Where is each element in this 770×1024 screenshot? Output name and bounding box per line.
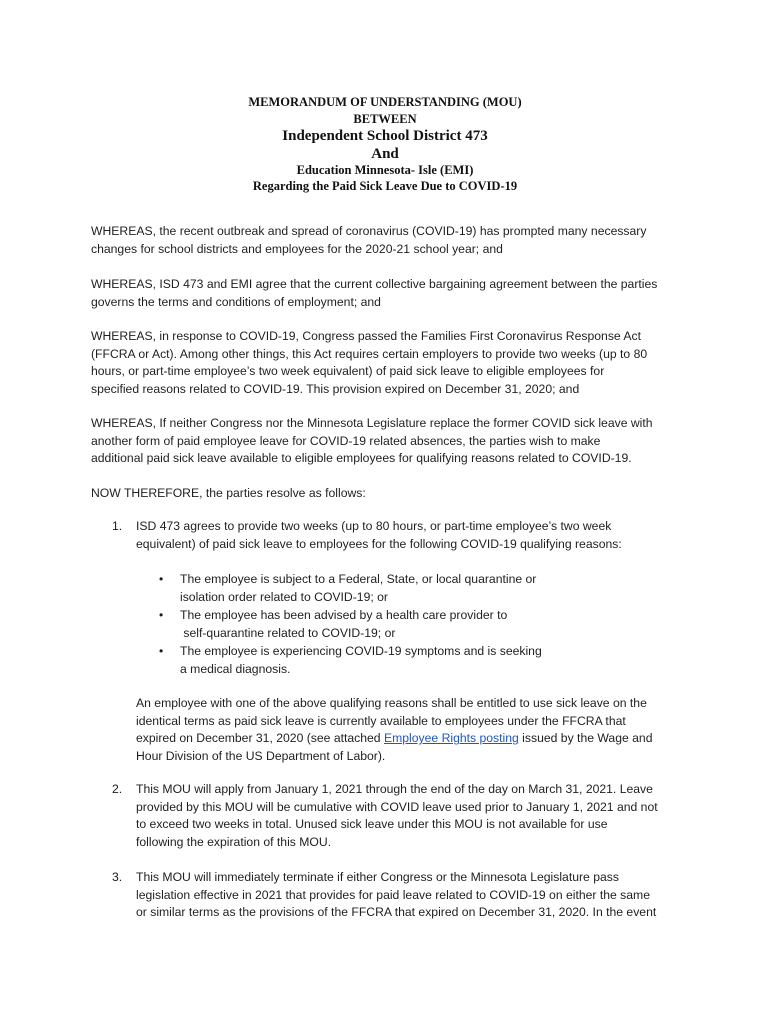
employee-rights-posting-link[interactable]: Employee Rights posting xyxy=(383,731,519,746)
bullet-item-3: The employee is experiencing COVID-19 symptoms and is seeking a medical diagnosis. xyxy=(180,644,542,676)
whereas-paragraph-1: WHEREAS, the recent outbreak and spread of coronavirus (COVID-19) has prompted many necessary changes for school districts and employees for the 2020-21 school year; and xyxy=(91,224,647,256)
memo-between: BETWEEN xyxy=(353,112,417,126)
item-3-text: This MOU will immediately terminate if either Congress or the Minnesota Legislature pass legislation effective in 2021 that provides for paid leave related to COVID-19 on either the same or similar terms as the provisions of the FFCRA that expired on December 31, 2020. In the event xyxy=(136,870,657,920)
whereas-paragraph-2: WHEREAS, ISD 473 and EMI agree that the current collective bargaining agreement between the parties governs the terms and conditions of employment; and xyxy=(91,277,658,309)
bullet-icon: • xyxy=(159,572,164,586)
whereas-paragraph-4: WHEREAS, If neither Congress nor the Minnesota Legislature replace the former COVID sick leave with another form of paid employee leave for COVID-19 related absences, the parties wish to make additional paid sick leave available to eligible employees for qualifying reasons related to COVID-19. xyxy=(91,416,653,466)
bullet-icon: • xyxy=(159,608,164,622)
bullet-item-1: The employee is subject to a Federal, State, or local quarantine or isolation order related to COVID-19; or xyxy=(180,572,537,604)
whereas-paragraph-3: WHEREAS, in response to COVID-19, Congress passed the Families First Coronavirus Response Act (FFCRA or Act). Among other things, this Act requires certain employers to provide two weeks (up to 80 hours, or part-time employee’s two week equivalent) of paid sick leave to eligible employees for specified reasons related to COVID-19. This provision expired on December 31, 2020; and xyxy=(91,329,648,396)
memo-and: And xyxy=(371,146,399,162)
bullet-item-2: The employee has been advised by a health care provider to self-quarantine related to COVID-19; or xyxy=(180,608,508,640)
item-number-3: 3. xyxy=(112,870,123,884)
bullet-icon: • xyxy=(159,644,164,658)
party-union: Education Minnesota- Isle (EMI) xyxy=(296,163,474,177)
now-therefore-line: NOW THEREFORE, the parties resolve as follows: xyxy=(91,486,366,500)
memo-subject: Regarding the Paid Sick Leave Due to COVID-19 xyxy=(252,179,518,193)
party-district: Independent School District 473 xyxy=(282,128,488,144)
item-number-2: 2. xyxy=(112,782,123,796)
item-1-text: ISD 473 agrees to provide two weeks (up to 80 hours, or part-time employee’s two week equivalent) of paid sick leave to employees for the following COVID-19 qualifying reasons: xyxy=(136,519,622,551)
memo-title: MEMORANDUM OF UNDERSTANDING (MOU) xyxy=(248,95,522,109)
qualifying-reasons-paragraph: An employee with one of the above qualifying reasons shall be entitled to use sick leave on the identical terms as paid sick leave is currently available to employees under the FFCRA that expired on December 31, 2020 (see attached Employee Rights posting issued by the Wage and Hour Division of the US Department of Labor). xyxy=(136,696,653,763)
item-number-1: 1. xyxy=(112,519,123,533)
item-2-text: This MOU will apply from January 1, 2021 through the end of the day on March 31, 2021. Leave provided by this MOU will be cumulative with COVID leave used prior to January 1, 2021 and not to exceed two weeks in total. Unused sick leave under this MOU is not available for use following the expiration of this MOU. xyxy=(136,782,658,849)
